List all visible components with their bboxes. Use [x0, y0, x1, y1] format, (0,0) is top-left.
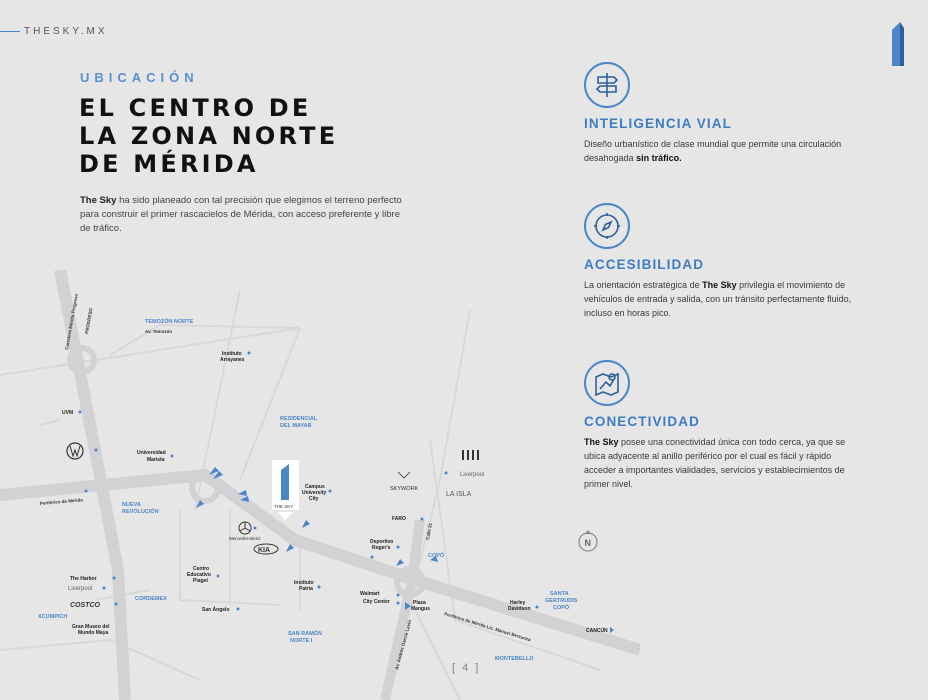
feature-bold: The Sky [584, 437, 619, 447]
place-label: Marista [147, 457, 165, 463]
north-compass-icon [577, 530, 599, 552]
feature-bold: sin tráfico. [636, 153, 682, 163]
zone-label: COPÓ [553, 605, 570, 611]
zone-label: SANTA [550, 591, 569, 597]
place-labels [62, 351, 608, 636]
place-label: Instituto [294, 580, 314, 586]
mercedes-icon [239, 522, 251, 534]
place-label: CANCÚN [586, 628, 608, 634]
compass-icon [584, 203, 630, 249]
title-line: LA ZONA NORTE [79, 122, 339, 150]
feature-text: La orientación estratégica de [584, 280, 703, 290]
zone-label: SAN RAMÓN [288, 631, 322, 637]
brand [0, 26, 108, 37]
feature-bold: The Sky [702, 280, 737, 290]
zone-label: GERTRUDIS [545, 598, 578, 604]
zone-label: COPÓ [428, 553, 445, 559]
place-label: UVM [62, 410, 74, 416]
road-label-temozon: Av. Temozón [145, 329, 173, 334]
place-label: Walmart [360, 591, 380, 597]
place-label: Mundo Maya [78, 630, 109, 636]
liverpool-logo: Liverpool [68, 586, 93, 592]
feature-title: INTELIGENCIA VIAL [584, 116, 732, 131]
kia-logo: KIA [258, 547, 271, 554]
place-label: Roger's [372, 545, 391, 551]
place-label: Instituto [222, 351, 242, 357]
zone-label: XCUMPICH [38, 614, 68, 620]
road-label-periferico: Periférico de Mérida [39, 497, 83, 506]
road-label-progreso: PROGRESO [84, 307, 94, 335]
zone-label: CORDEMEX [135, 596, 167, 602]
place-label: The Harbor [70, 576, 97, 582]
feature-body [584, 137, 864, 165]
place-label: Patria [299, 586, 313, 592]
signpost-icon [584, 62, 630, 108]
page-number: [ 4 ] [452, 662, 481, 674]
road-label-andres: Av. Andrés García Lavín [394, 619, 413, 671]
place-label: City [309, 496, 319, 502]
feature-title: ACCESIBILIDAD [584, 257, 705, 272]
place-label: Harley [510, 600, 526, 606]
mercedes-label: Mercedes-Benz [229, 536, 261, 541]
place-label: Campus [305, 484, 325, 490]
title-line: EL CENTRO DE [79, 94, 312, 122]
feature-inteligencia-vial [584, 62, 884, 165]
zone-label: NORTE I [290, 638, 313, 644]
intro-paragraph [80, 194, 410, 236]
place-label: Deportivo [370, 539, 394, 545]
liverpool-logo: Liverpool [460, 472, 485, 478]
place-label: Gran Museo del [72, 624, 110, 630]
place-label: Mangus [411, 606, 430, 612]
place-label: City Center [363, 599, 390, 605]
place-label: Universidad [137, 450, 166, 456]
road-label-periferico-luis: Periférico de Mérida Lic. Manuel Berzunza [443, 611, 532, 643]
page-title [79, 94, 338, 178]
tower-logo-icon [888, 22, 906, 66]
skywork-mark-icon [398, 472, 410, 478]
zone-label: MONTEBELLO [495, 656, 534, 662]
place-label: University [302, 490, 327, 496]
brand-line [0, 31, 20, 32]
location-map [0, 270, 640, 700]
north-label: N [584, 538, 591, 548]
skywork-logo: SKYWORK [390, 486, 419, 492]
laisla-logo: LA ISLA [446, 491, 472, 498]
feature-text: posee una conectividad única con todo cerca, ya que se ubica adyacente al anillo periférico por el cual es fácil y rápido acceder a importantes vialidades, servicios y establecimientos de primer nivel. [584, 437, 846, 489]
place-label: San Ángelo [202, 607, 230, 613]
feature-text: Diseño urbanístico de clase mundial que permite una circulación desahogada [584, 139, 842, 163]
thesky-pin [272, 460, 299, 520]
place-label: Centro [193, 566, 210, 572]
place-label: Educativo [187, 572, 211, 578]
place-label: Arrayanes [220, 357, 245, 363]
place-label: FARO [392, 516, 406, 522]
zone-label: NUEVA [122, 502, 141, 508]
zone-label: DEL MAYAB [280, 423, 312, 429]
feature-text: privilegia el movimiento de vehículos de entrada y salida, con un tránsito perfectamente fluido, incluso en horas pico. [584, 280, 852, 318]
elm-logo-icon [462, 450, 479, 460]
intro-text: ha sido planeado con tal precisión que elegimos el terreno perfecto para construir el primer rascacielos de Mérida, con acceso preferente y libre de tráfico. [80, 195, 402, 234]
volkswagen-icon [67, 443, 83, 459]
place-label: Piaget [193, 578, 209, 584]
section-eyebrow: UBICACIÓN [80, 70, 199, 85]
zone-label: RESIDENCIAL [280, 416, 318, 422]
title-line: DE MÉRIDA [79, 150, 259, 178]
zone-label: TEMOZÓN NORTE [145, 319, 194, 325]
brand-site[interactable]: THESKY.MX [24, 26, 108, 37]
intro-bold: The Sky [80, 195, 117, 206]
zone-label: REVOLUCIÓN [122, 509, 159, 515]
place-label: Plaza [413, 600, 426, 606]
feature-title: CONECTIVIDAD [584, 414, 700, 429]
place-label: Davidson [508, 606, 531, 612]
thesky-pin-label: THE SKY [274, 504, 294, 509]
road-label-carretera: Carretera Mérida Progreso [64, 293, 79, 351]
road-label-calle21: Calle 21 [425, 522, 433, 541]
costco-logo: COSTCO [70, 602, 100, 609]
